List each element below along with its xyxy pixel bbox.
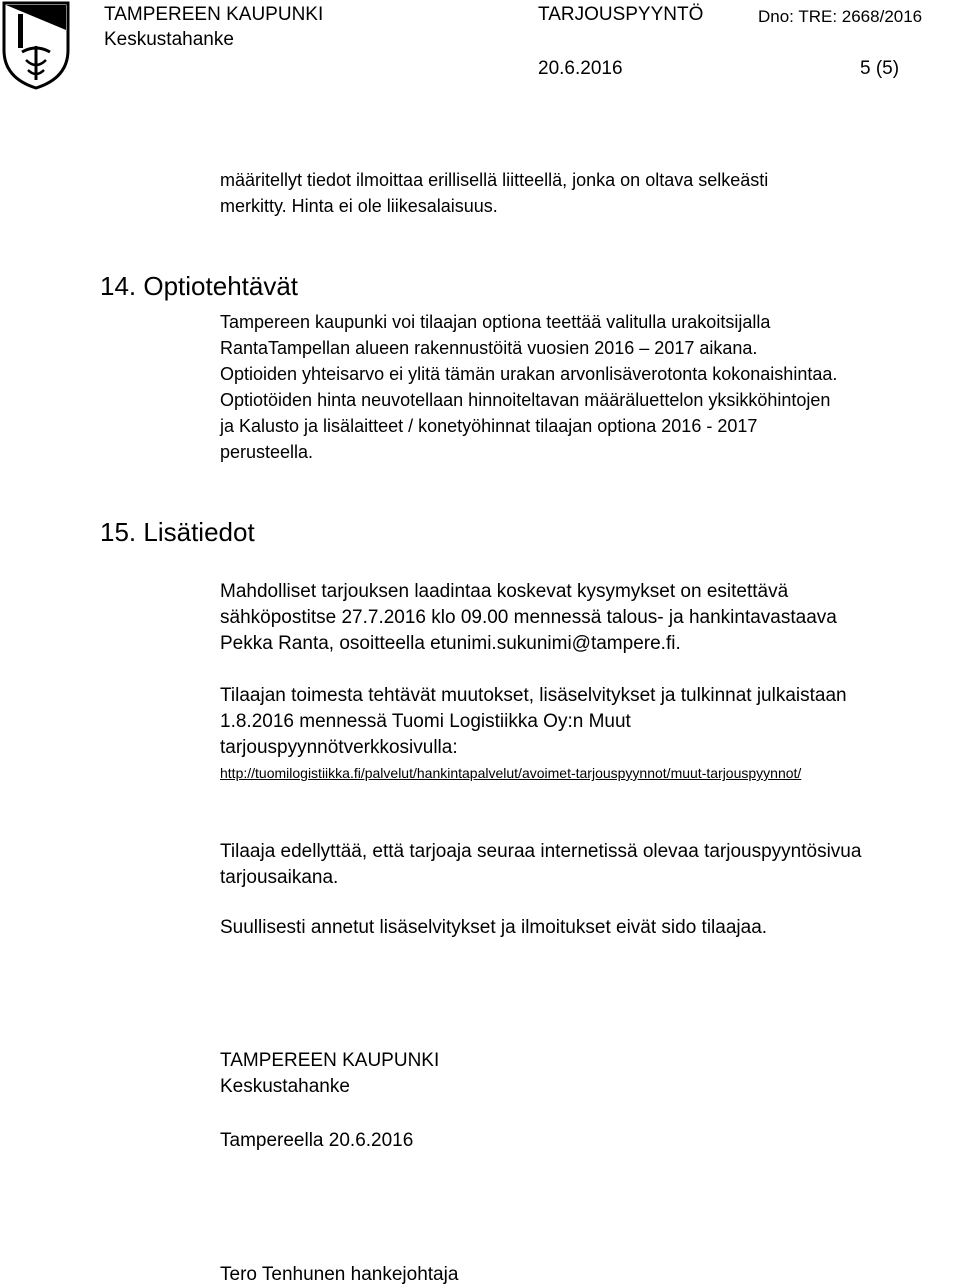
section-15-paragraph-3-line: tarjousaikana. [220, 867, 339, 888]
header-page-number: 5 (5) [860, 58, 900, 79]
section-15-paragraph-1-line: Mahdolliset tarjouksen laadintaa koskevat kysymykset on esitettävä [220, 581, 789, 602]
header-org: TAMPEREEN KAUPUNKI [104, 4, 324, 25]
section-14-line: RantaTampellan alueen rakennustöitä vuosien 2016 – 2017 aikana. [220, 338, 758, 358]
section-14-heading: 14. Optiotehtävät [100, 271, 299, 301]
signature-signer: Tero Tenhunen hankejohtaja [220, 1264, 459, 1285]
continuation-line-2: merkitty. Hinta ei ole liikesalaisuus. [220, 196, 498, 216]
section-14-line: ja Kalusto ja lisälaitteet / konetyöhinnat tilaajan optiona 2016 - 2017 [220, 416, 758, 436]
section-15-paragraph-2-line: 1.8.2016 mennessä Tuomi Logistiikka Oy:n Muut [220, 711, 631, 732]
section-15-paragraph-3-line: Tilaaja edellyttää, että tarjoaja seuraa internetissä olevaa tarjouspyyntösivua [220, 841, 862, 862]
section-15-paragraph-1-line: sähköpostitse 27.7.2016 klo 09.00 mennessä talous- ja hankintavastaava [220, 607, 837, 628]
tampere-coat-of-arms-icon [0, 0, 72, 90]
header-doc-number: Dno: TRE: 2668/2016 [758, 7, 923, 26]
section-15-paragraph-2-line: Tilaajan toimesta tehtävät muutokset, lisäselvitykset ja tulkinnat julkaistaan [220, 685, 847, 706]
section-15-paragraph-1-line: Pekka Ranta, osoitteella etunimi.sukunimi@tampere.fi. [220, 633, 681, 654]
signature-unit: Keskustahanke [220, 1076, 350, 1097]
header-date: 20.6.2016 [538, 58, 623, 79]
header-doc-type: TARJOUSPYYNTÖ [538, 4, 704, 25]
section-14-line: perusteella. [220, 442, 314, 462]
section-14-line: Tampereen kaupunki voi tilaajan optiona teettää valitulla urakoitsijalla [220, 312, 771, 332]
header-unit: Keskustahanke [104, 29, 234, 50]
signature-place-date: Tampereella 20.6.2016 [220, 1130, 414, 1151]
section-15-paragraph-4: Suullisesti annetut lisäselvitykset ja ilmoitukset eivät sido tilaajaa. [220, 917, 768, 938]
section-15-heading: 15. Lisätiedot [100, 517, 255, 547]
section-15-paragraph-2-line: tarjouspyynnötverkkosivulla: [220, 737, 458, 758]
section-14-line: Optiotöiden hinta neuvotellaan hinnoiteltavan määräluettelon yksikköhintojen [220, 390, 831, 410]
tarjouspyynnot-link[interactable]: http://tuomilogistiikka.fi/palvelut/hankintapalvelut/avoimet-tarjouspyynnot/muut-tarjouspyynnot/ [220, 765, 802, 781]
signature-org: TAMPEREEN KAUPUNKI [220, 1050, 440, 1071]
continuation-line-1: määritellyt tiedot ilmoittaa erillisellä liitteellä, jonka on oltava selkeästi [220, 170, 769, 190]
section-14-line: Optioiden yhteisarvo ei ylitä tämän urakan arvonlisäverotonta kokonaishintaa. [220, 364, 838, 384]
